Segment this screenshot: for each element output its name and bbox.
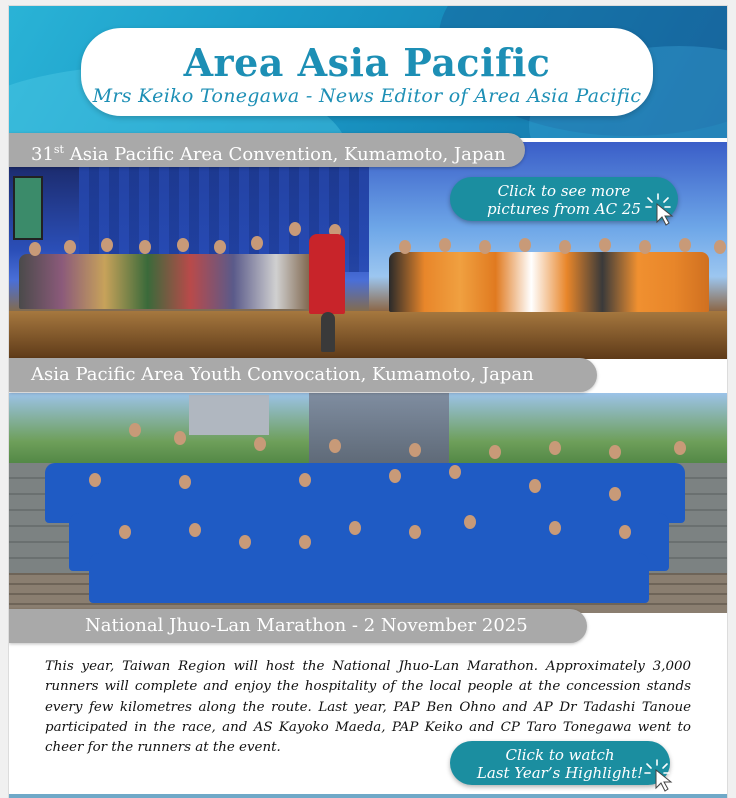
convention-photo-right <box>369 142 727 359</box>
title-pill <box>81 28 653 116</box>
section-heading-marathon <box>9 609 587 643</box>
header-banner <box>9 6 727 138</box>
heading-text: Asia Pacific Area Convention, Kumamoto, Japan <box>63 144 506 165</box>
cta-line-2: Last Year’s Highlight! <box>476 764 644 782</box>
click-cursor-icon <box>644 192 678 226</box>
youth-convocation-photo <box>9 393 727 613</box>
marathon-article: This year, Taiwan Region will host the National Jhuo-Lan Marathon. Approximately 3,000 runners will complete and enjoy the hospitality of the local people at the concession stands every few kilometres along the route. Last year, PAP Ben Ohno and AP Dr Tadashi Tanoue participated in the race, and AS Kayoko Maeda, PAP Keiko and CP Taro Tonegawa went to cheer for the runners at the event. <box>45 659 691 756</box>
newsletter-page <box>9 6 727 798</box>
cta-line-1: Click to watch <box>505 746 615 764</box>
watch-highlight-button[interactable] <box>450 741 670 785</box>
section-heading-convention <box>9 133 525 167</box>
cta-line-1: Click to see more <box>497 182 631 200</box>
cta-line-2: pictures from AC 25 <box>487 200 641 218</box>
click-cursor-icon <box>643 758 677 792</box>
page-title: Area Asia Pacific <box>183 40 551 85</box>
convention-photo-left <box>9 162 369 359</box>
bottom-divider <box>9 794 727 798</box>
section-heading-youth <box>9 358 597 392</box>
heading-text: National Jhuo-Lan Marathon - 2 November 2025 <box>85 615 528 636</box>
heading-number: 31 <box>31 144 54 165</box>
heading-text: Asia Pacific Area Youth Convocation, Kumamoto, Japan <box>31 364 534 385</box>
heading-ordinal: st <box>53 143 64 156</box>
page-subtitle: Mrs Keiko Tonegawa - News Editor of Area Asia Pacific <box>92 85 642 107</box>
